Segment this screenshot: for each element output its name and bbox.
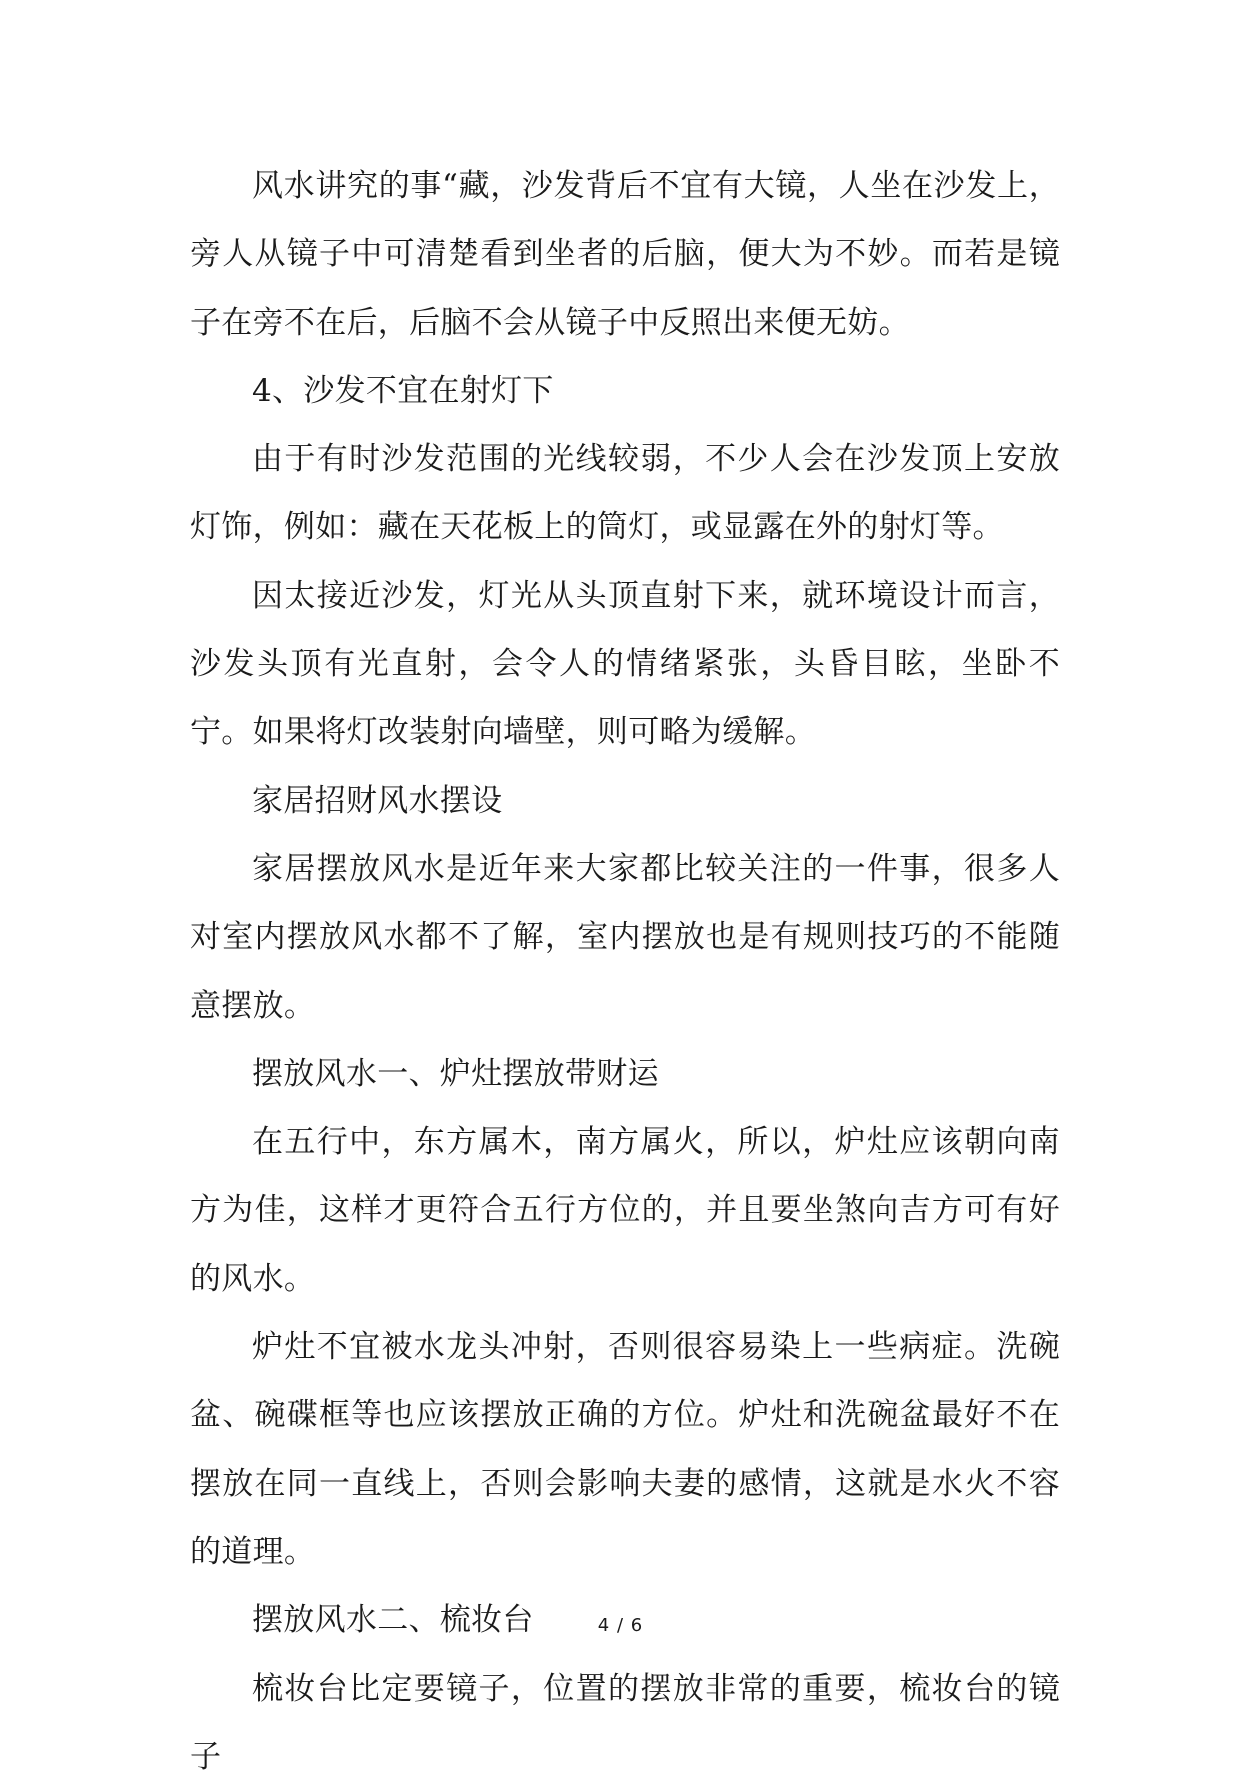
paragraph: 梳妆台比定要镜子，位置的摆放非常的重要，梳妆台的镜子 — [190, 1670, 1060, 1775]
paragraph: 风水讲究的事“藏，沙发背后不宜有大镜，人坐在沙发上，旁人从镜子中可清楚看到坐者的后脑，便大为不妙。而若是镜子在旁不在后，后脑不会从镜子中反照出来便无妨。 — [190, 168, 1060, 341]
section-heading: 摆放风水二、梳妆台 — [252, 1602, 534, 1639]
paragraph: 因太接近沙发，灯光从头顶直射下来，就环境设计而言，沙发头顶有光直射，会令人的情绪紧张，头昏目眩，坐卧不宁。如果将灯改装射向墙壁，则可略为缓解。 — [190, 577, 1060, 751]
paragraph: 由于有时沙发范围的光线较弱，不少人会在沙发顶上安放灯饰，例如：藏在天花板上的筒灯，或显露在外的射灯等。 — [190, 441, 1060, 546]
paragraph: 炉灶不宜被水龙头冲射，否则很容易染上一些病症。洗碗盆、碗碟框等也应该摆放正确的方位。炉灶和洗碗盆最好不在摆放在同一直线上，否则会影响夫妻的感情，这就是水火不容的道理。 — [190, 1329, 1060, 1570]
document-body — [190, 152, 1060, 1791]
section-heading: 4、沙发不宜在射灯下 — [252, 372, 554, 409]
paragraph: 在五行中，东方属木，南方属火，所以，炉灶应该朝向南方为佳，这样才更符合五行方位的，并且要坐煞向吉方可有好的风水。 — [190, 1124, 1060, 1297]
paragraph: 家居摆放风水是近年来大家都比较关注的一件事，很多人对室内摆放风水都不了解，室内摆放也是有规则技巧的不能随意摆放。 — [190, 850, 1060, 1024]
page-number: 4 / 6 — [597, 1615, 644, 1636]
section-heading: 家居招财风水摆设 — [252, 782, 503, 819]
section-heading: 摆放风水一、炉灶摆放带财运 — [252, 1055, 659, 1092]
